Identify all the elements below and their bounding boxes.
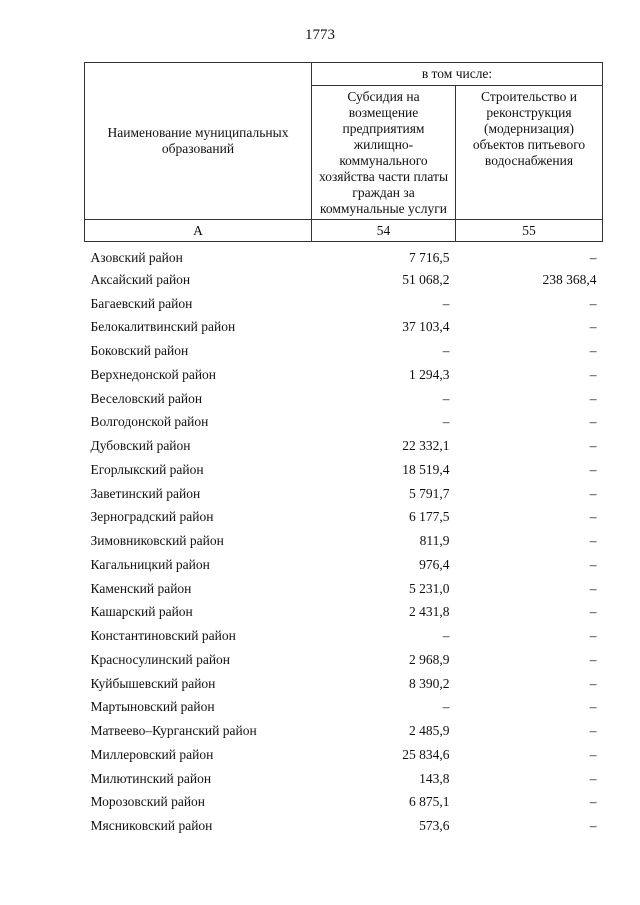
municipality-name-cell: Кашарский район (90, 604, 193, 620)
water-supply-55-cell: 238 368,4 (542, 271, 597, 287)
table-header (85, 63, 603, 242)
water-supply-55-cell: – (589, 390, 597, 406)
table-body (85, 242, 603, 839)
water-supply-55-cell: – (589, 556, 597, 572)
municipality-name-cell: Зимовниковский район (90, 533, 224, 549)
subsidy-54-cell: 143,8 (419, 770, 450, 786)
header-index-55: 55 (456, 220, 603, 242)
water-supply-55-cell: – (589, 295, 597, 311)
municipality-name-cell: Егорлыкский район (90, 461, 204, 477)
subsidy-54-cell: 25 834,6 (402, 746, 450, 762)
subsidy-54-cell: 5 231,0 (409, 580, 450, 596)
water-supply-55-cell: – (589, 699, 597, 715)
table-row (85, 434, 603, 458)
table-row (85, 624, 603, 648)
water-supply-55-cell: – (589, 461, 597, 477)
table-row (85, 268, 603, 292)
municipality-name-cell: Волгодонской район (90, 414, 209, 430)
table-row (85, 292, 603, 316)
subsidy-54-cell: 573,6 (419, 818, 450, 834)
municipality-name-cell: Аксайский район (90, 271, 191, 287)
table-row (85, 767, 603, 791)
table-row (85, 814, 603, 838)
water-supply-55-cell: – (589, 794, 597, 810)
header-index-a: А (85, 220, 312, 242)
subsidy-54-cell: 2 485,9 (409, 723, 450, 739)
table-row (85, 791, 603, 815)
subsidy-54-cell: – (442, 295, 450, 311)
municipality-name-cell: Заветинский район (90, 485, 201, 501)
water-supply-55-cell: – (589, 675, 597, 691)
header-col-54: Субсидия на возмещение предприятиям жилищно-коммунального хозяйства части платы граждан за коммунальные услуги (312, 86, 456, 220)
table-row (85, 506, 603, 530)
subsidy-54-cell: – (442, 628, 450, 644)
table-row (85, 316, 603, 340)
table-row (85, 363, 603, 387)
subsidy-54-cell: 37 103,4 (402, 319, 450, 335)
subsidy-54-cell: 5 791,7 (409, 485, 450, 501)
budget-table (84, 62, 603, 838)
water-supply-55-cell: – (589, 770, 597, 786)
municipality-name-cell: Морозовский район (90, 794, 206, 810)
subsidy-54-cell: 976,4 (419, 556, 450, 572)
subsidy-54-cell: 6 875,1 (409, 794, 450, 810)
table-row (85, 577, 603, 601)
subsidy-54-cell: – (442, 343, 450, 359)
water-supply-55-cell: – (589, 746, 597, 762)
header-municipality-name: Наименование муниципальных образований (85, 63, 312, 220)
table-row (85, 743, 603, 767)
table-row (85, 482, 603, 506)
water-supply-55-cell: – (589, 604, 597, 620)
water-supply-55-cell: – (589, 628, 597, 644)
municipality-name-cell: Верхнедонской район (90, 366, 217, 382)
table-row (85, 387, 603, 411)
municipality-name-cell: Красносулинский район (90, 651, 231, 667)
municipality-name-cell: Куйбышевский район (90, 675, 216, 691)
subsidy-54-cell: 8 390,2 (409, 675, 450, 691)
municipality-name-cell: Азовский район (90, 250, 183, 265)
water-supply-55-cell: – (589, 414, 597, 430)
subsidy-54-cell: 51 068,2 (402, 271, 450, 287)
municipality-name-cell: Матвеево–Курганский район (90, 723, 257, 739)
municipality-name-cell: Константиновский район (90, 628, 236, 644)
municipality-name-cell: Боковский район (90, 343, 189, 359)
table-row (85, 648, 603, 672)
table-row (85, 719, 603, 743)
water-supply-55-cell: – (589, 366, 597, 382)
header-col-55: Строительство и реконструкция (модернизация) объектов питьевого водоснабжения (456, 86, 603, 220)
table-row (85, 553, 603, 577)
subsidy-54-cell: 811,9 (419, 533, 450, 549)
water-supply-55-cell: – (589, 580, 597, 596)
municipality-name-cell: Мясниковский район (90, 818, 213, 834)
municipality-name-cell: Каменский район (90, 580, 192, 596)
water-supply-55-cell: – (589, 250, 597, 265)
municipality-name-cell: Веселовский район (90, 390, 203, 406)
table-row (85, 411, 603, 435)
header-index-54: 54 (312, 220, 456, 242)
table-row (85, 458, 603, 482)
subsidy-54-cell: 2 968,9 (409, 651, 450, 667)
budget-table-container (84, 62, 602, 838)
municipality-name-cell: Милютинский район (90, 770, 212, 786)
water-supply-55-cell: – (589, 343, 597, 359)
subsidy-54-cell: 1 294,3 (409, 366, 450, 382)
municipality-name-cell: Миллеровский район (90, 746, 214, 762)
municipality-name-cell: Кагальницкий район (90, 556, 210, 572)
water-supply-55-cell: – (589, 818, 597, 834)
water-supply-55-cell: – (589, 651, 597, 667)
water-supply-55-cell: – (589, 319, 597, 335)
municipality-name-cell: Белокалитвинский район (90, 319, 236, 335)
subsidy-54-cell: – (442, 699, 450, 715)
subsidy-54-cell: 7 716,5 (409, 250, 450, 265)
municipality-name-cell: Мартыновский район (90, 699, 215, 715)
municipality-name-cell: Дубовский район (90, 438, 191, 454)
subsidy-54-cell: 6 177,5 (409, 509, 450, 525)
table-row (85, 242, 603, 269)
page-number: 1773 (305, 27, 335, 43)
subsidy-54-cell: 18 519,4 (402, 461, 450, 477)
water-supply-55-cell: – (589, 485, 597, 501)
subsidy-54-cell: 22 332,1 (402, 438, 450, 454)
municipality-name-cell: Багаевский район (90, 295, 193, 311)
table-row (85, 529, 603, 553)
table-row (85, 672, 603, 696)
water-supply-55-cell: – (589, 533, 597, 549)
table-row (85, 696, 603, 720)
water-supply-55-cell: – (589, 438, 597, 454)
subsidy-54-cell: – (442, 390, 450, 406)
table-row (85, 601, 603, 625)
subsidy-54-cell: 2 431,8 (409, 604, 450, 620)
header-group-including: в том числе: (312, 63, 603, 86)
water-supply-55-cell: – (589, 509, 597, 525)
water-supply-55-cell: – (589, 723, 597, 739)
subsidy-54-cell: – (442, 414, 450, 430)
table-row (85, 339, 603, 363)
municipality-name-cell: Зерноградский район (90, 509, 214, 525)
